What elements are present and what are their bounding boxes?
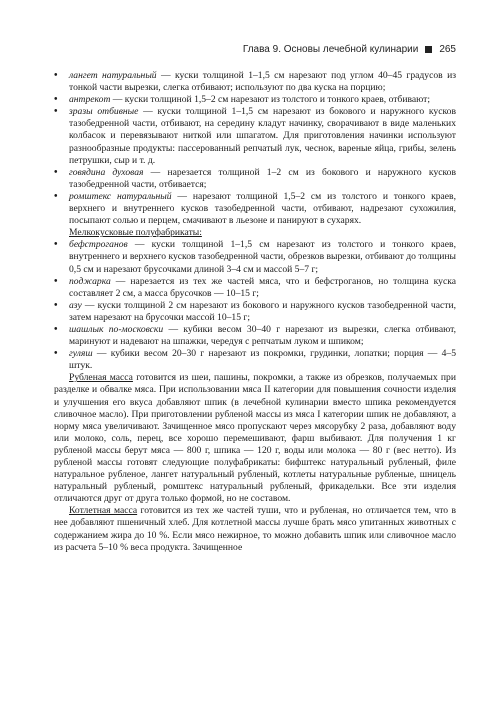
item-term: говядина духовая bbox=[69, 166, 144, 178]
list-item bbox=[54, 70, 456, 94]
bullet-icon: • bbox=[54, 239, 58, 251]
chapter-title: Глава 9. Основы лечебной кулинарии bbox=[242, 44, 419, 55]
item-text: — нарезается из тех же частей мяса, что и бефстроганов, но толщина куска составляет 2 см, а масса брусочков — 10–15 г; bbox=[69, 275, 456, 299]
paragraph-text: готовится из тех же частей туши, что и рубленая, но отличается тем, что в нее добавляют пшеничный хлеб. Для котлетной массы лучше брать мясо упитанных животных с содержанием жира до 10 %. Если мясо нежирное, то можно добавить шпик или сливочное масло из расчета 5–10 % веса продукта. Зачищенное bbox=[54, 505, 456, 553]
list-item bbox=[54, 324, 456, 348]
item-term: ромштекс натуральный bbox=[69, 190, 172, 202]
bullet-icon: • bbox=[54, 106, 58, 118]
bullet-icon: • bbox=[54, 94, 58, 106]
item-term: бефстроганов bbox=[69, 239, 128, 251]
paragraph-term: Котлетная масса bbox=[69, 505, 138, 517]
page-body bbox=[54, 70, 456, 554]
list-item bbox=[54, 276, 456, 300]
item-term: азу bbox=[69, 299, 82, 311]
list-item bbox=[54, 106, 456, 166]
item-term: шашлык по-московски bbox=[69, 323, 164, 335]
item-term: поджарка bbox=[69, 275, 111, 287]
item-term: гуляш bbox=[69, 348, 93, 360]
item-text: — нарезают толщиной 1,5–2 см из толстого и тонкого краев, верхнего и внутреннего кусков тазобедренной части, отбивают, надрезают сухожилия, посыпают солью и перцем, смачивают в льезоне и панируют в сухарях. bbox=[69, 190, 456, 227]
list-item bbox=[54, 239, 456, 275]
square-bullet-icon bbox=[425, 46, 432, 53]
bullet-icon: • bbox=[54, 299, 58, 311]
item-text: — нарезается толщиной 1–2 см из бокового и наружного кусков тазобедренной части, отбивается; bbox=[69, 166, 456, 190]
item-text: — куски толщиной 1,5–2 см нарезают из толстого и тонкого краев, отбивают; bbox=[110, 94, 431, 106]
list-item bbox=[54, 191, 456, 227]
item-term: антрекот bbox=[69, 94, 111, 106]
item-text: — куски толщиной 1–1,5 см нарезают под углом 40–45 градусов из тонкой части вырезки, слегка отбивают; используют по два куска на порцию; bbox=[69, 70, 456, 94]
paragraph-chopped-mass bbox=[54, 372, 456, 505]
paragraph-term: Рубленая масса bbox=[69, 372, 133, 384]
section-subheading: Мелкокусковые полуфабрикаты: bbox=[69, 227, 202, 239]
list-item bbox=[54, 167, 456, 191]
bullet-icon: • bbox=[54, 166, 58, 178]
item-text: — куски толщиной 1–1,5 см нарезают из бокового и наружного кусков тазобедренной части, отбивают, на середину кладут начинку, сворачивают в виде маленьких колбасок и перевязывают ниткой или шпагатом. Для приготовления начинки используют разнообразные продукты: пассерованный репчатый лук, чеснок, вареные яйца, грибы, зелень петрушки, сыр и т. д. bbox=[69, 106, 456, 166]
list-item bbox=[54, 348, 456, 372]
item-text: — куски толщиной 2 см нарезают из бокового и наружного кусков тазобедренной части, затем нарезают на брусочки массой 10–15 г; bbox=[69, 299, 456, 323]
item-text: — кубики весом 30–40 г нарезают из вырезки, слегка отбивают, маринуют и надевают на шпажки, чередуя с репчатым луком и шпиком; bbox=[69, 323, 456, 348]
list-item bbox=[54, 300, 456, 324]
list-item bbox=[54, 94, 456, 106]
bullet-icon: • bbox=[54, 190, 58, 202]
bullet-icon: • bbox=[54, 275, 58, 287]
item-text: — кубики весом 20–30 г нарезают из покромки, грудинки, лопатки; порция — 4–5 штук. bbox=[69, 348, 456, 372]
paragraph-cutlet-mass bbox=[54, 505, 456, 553]
running-header bbox=[54, 44, 456, 55]
cut-list bbox=[54, 70, 456, 227]
page-number: 265 bbox=[439, 44, 456, 55]
bullet-icon: • bbox=[54, 323, 58, 335]
small-cut-list bbox=[54, 239, 456, 372]
bullet-icon: • bbox=[54, 70, 58, 81]
bullet-icon: • bbox=[54, 348, 58, 360]
paragraph-text: готовится из шеи, пашины, покромки, а также из обрезков, получаемых при разделке и обвалке мяса. При использовании мяса II категории для повышения сочности изделия и улучшения его вкуса добавляют шпик (в лечебной кулинарии вместо шпика рекомендуется сливочное масло). При приготовлении рубленой массы из мяса I категории шпик не добавляют, а норму мяса увеличивают. Зачищенное мясо пропускают через мясорубку 2 раза, добавляют воду или молоко, соль, перец, все хорошо перемешивают, фарш выбивают. Для получения 1 кг рубленой массы берут мяса — 800 г, шпика — 120 г, воды или молока — 80 г (вес нетто). Из рубленой массы готовят следующие полуфабрикаты: бифштекс натуральный рубленый, филе натуральное рубленое, лангет натуральный рубленый, котлеты натуральные рубленые, шницель натуральный рубленый, ромштекс натуральный рубленый, фрикадельки. Все эти изделия отличаются друг от друга только формой, но не составом. bbox=[54, 372, 456, 505]
item-term: лангет натуральный bbox=[69, 70, 157, 81]
item-term: зразы отбивные bbox=[69, 106, 139, 118]
item-text: — куски толщиной 1–1,5 см нарезают из толстого и тонкого краев, внутреннего и верхнего кусков тазобедренной части, обрезков вырезки, отбивают до толщины 0,5 см и нарезают брусочками длиной 3–4 см и массой 5–7 г; bbox=[69, 239, 456, 275]
